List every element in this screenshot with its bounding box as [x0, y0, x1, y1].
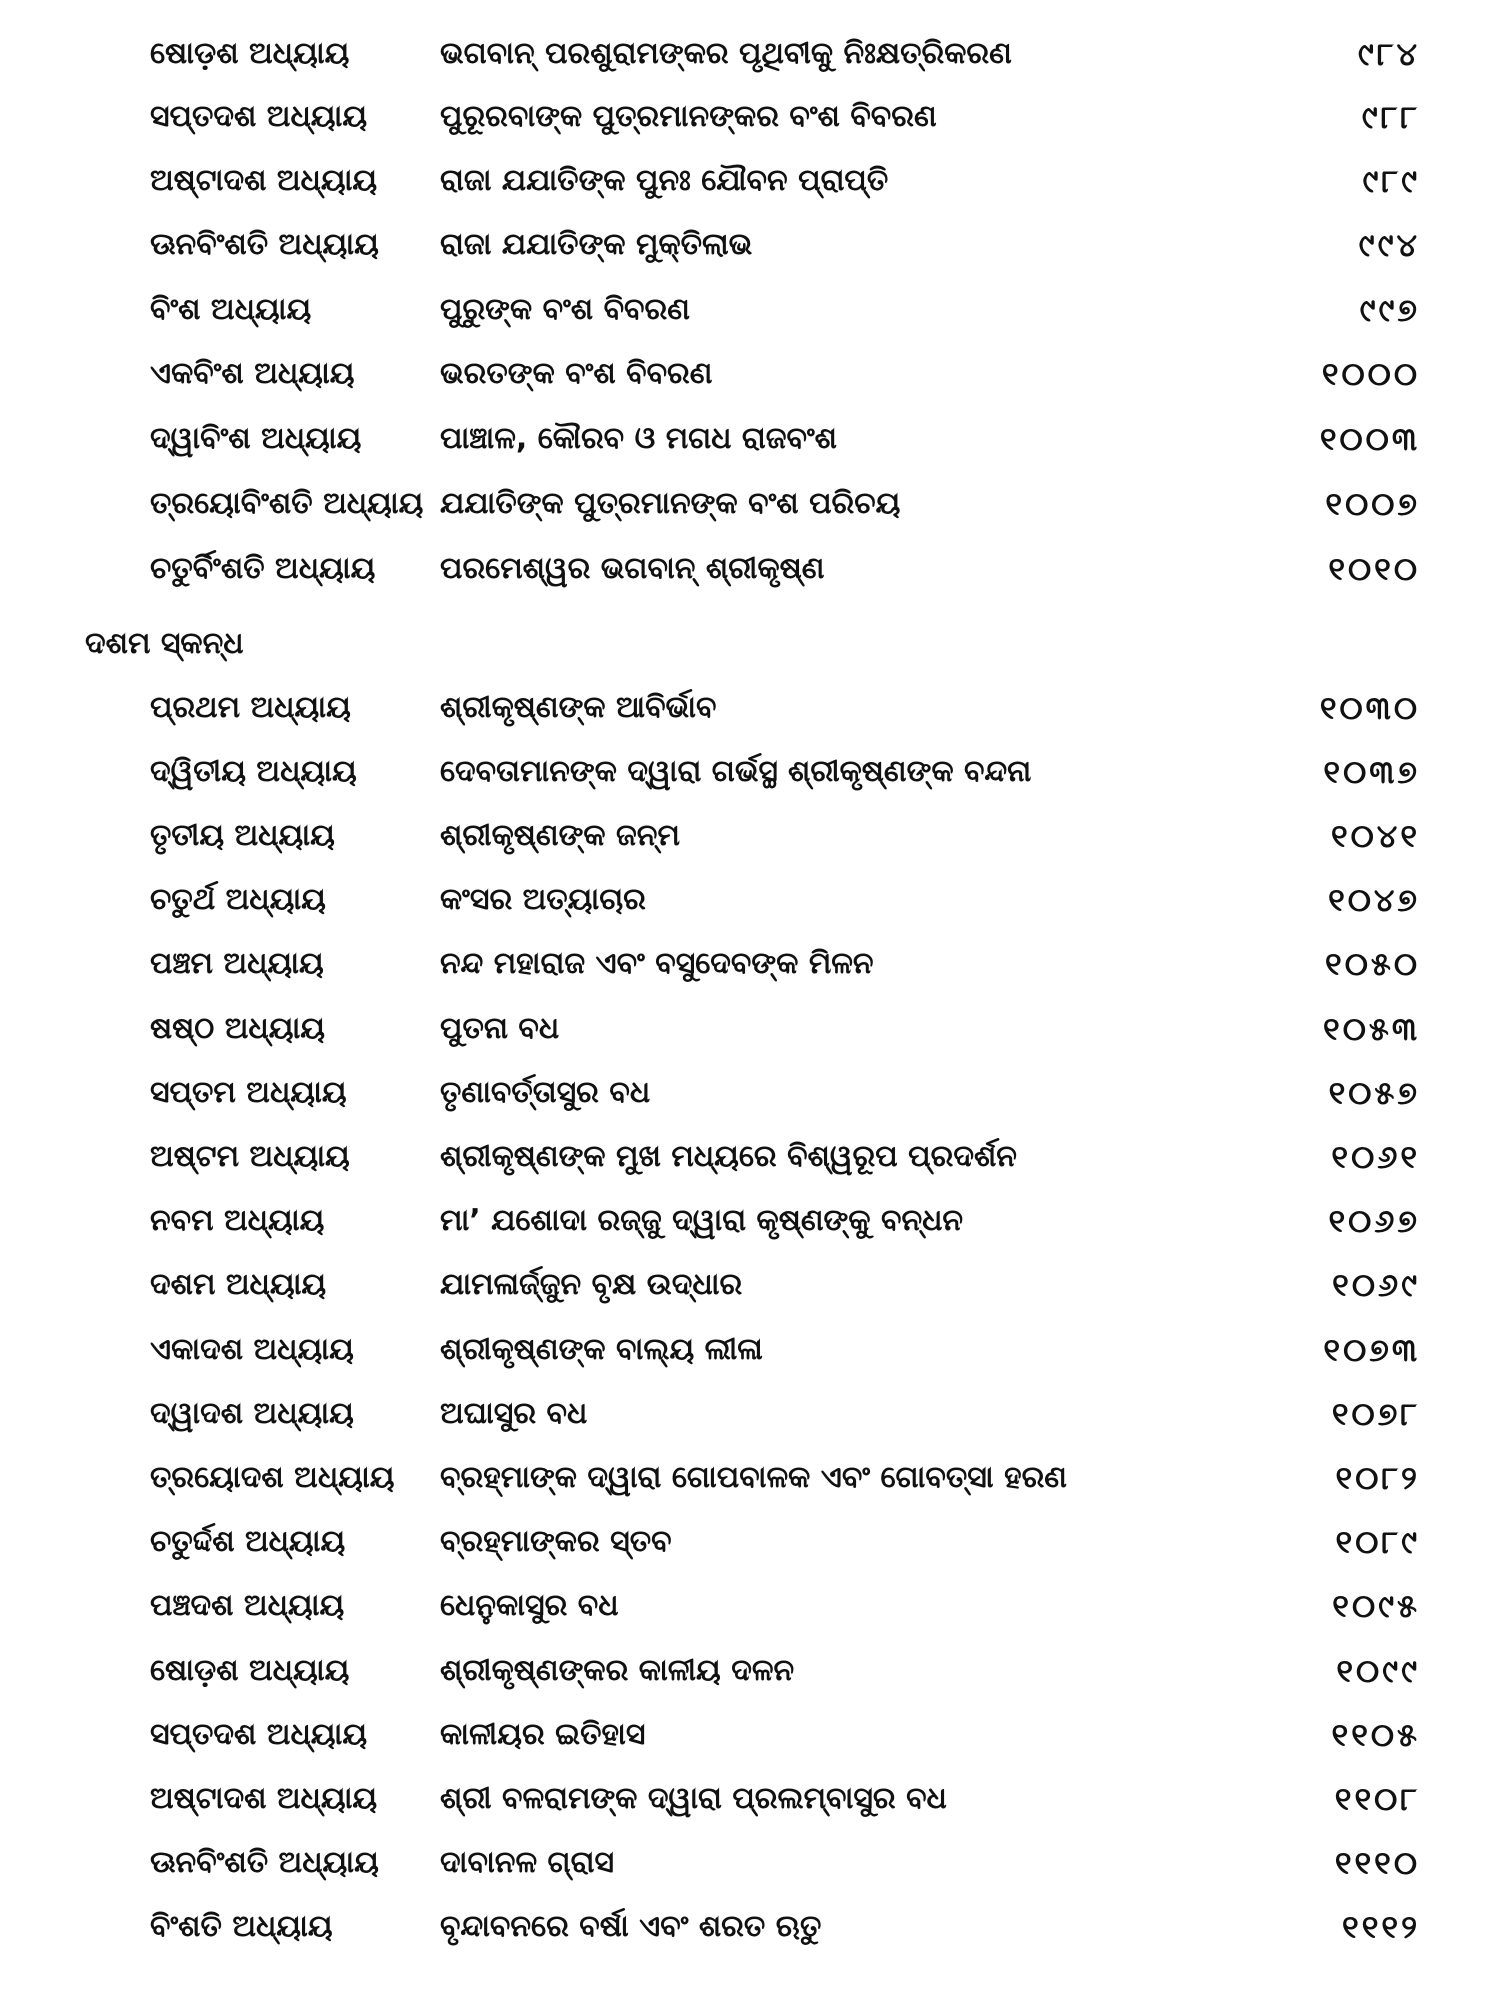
toc-entry: [0, 816, 1500, 876]
chapter-title: ପାଞ୍ଚାଳ, କୌରବ ଓ ମଗଧ ରାଜବଂଶ: [440, 421, 838, 456]
toc-entry: [0, 1330, 1500, 1390]
toc-entry: [0, 1522, 1500, 1582]
page-number: ୧୦୬୯: [1332, 1266, 1420, 1304]
page-number: ୧୦୮୨: [1335, 1459, 1420, 1497]
toc-entry: [0, 752, 1500, 812]
toc-entry: [0, 688, 1500, 748]
chapter-label: ବିଂଶତି ଅଧ୍ୟାୟ: [150, 1909, 333, 1944]
chapter-title: ରାଜା ଯଯାତିଙ୍କ ମୁକ୍ତିଲାଭ: [440, 227, 753, 262]
chapter-label: ଦ୍ୱାବିଂଶ ଅଧ୍ୟାୟ: [150, 421, 362, 456]
chapter-label: ନବମ ଅଧ୍ୟାୟ: [150, 1203, 325, 1238]
toc-entry: [0, 880, 1500, 940]
page-number: ୧୦୫୭: [1328, 1074, 1420, 1112]
toc-entry: [0, 1265, 1500, 1325]
page-number: ୯୮୪: [1357, 35, 1420, 73]
page-number: ୧୦୪୭: [1328, 881, 1420, 919]
chapter-label: ଦ୍ୱିତୀୟ ଅଧ୍ୟାୟ: [150, 754, 357, 789]
chapter-title: ଭରତଙ୍କ ବଂଶ ବିବରଣ: [440, 356, 713, 391]
chapter-label: ପ୍ରଥମ ଅଧ୍ୟାୟ: [150, 690, 351, 725]
page-number: ୧୦୭୮: [1331, 1395, 1420, 1433]
chapter-title: ଦେବତାମାନଙ୍କ ଦ୍ୱାରା ଗର୍ଭସ୍ଥ ଶ୍ରୀକୃଷ୍ଣଙ୍କ ବନ୍ଦନା: [440, 754, 1032, 789]
page-number: ୧୧୦୫: [1331, 1716, 1420, 1754]
section-heading: ଦଶମ ସ୍କନ୍ଧ: [85, 626, 244, 661]
page-number: ୧୦୫୩: [1323, 1010, 1420, 1048]
toc-entry: [0, 1458, 1500, 1518]
chapter-title: ମା’ ଯଶୋଦା ରଜ୍ଜୁ ଦ୍ୱାରା କୃଷ୍ଣଙ୍କୁ ବନ୍ଧନ: [440, 1203, 964, 1238]
page-number: ୧୧୧୨: [1342, 1908, 1420, 1946]
page-number: ୧୦୩୦: [1319, 689, 1420, 727]
toc-entry: [0, 225, 1500, 285]
chapter-title: ରାଜା ଯଯାତିଙ୍କ ପୁନଃ ଯୌବନ ପ୍ରାପ୍ତି: [440, 163, 889, 198]
page-number: ୧୦୭୩: [1323, 1331, 1420, 1369]
toc-entry: [0, 290, 1500, 350]
chapter-label: ଊନବିଂଶତି ଅଧ୍ୟାୟ: [150, 1845, 379, 1880]
chapter-label: ଏକବିଂଶ ଅଧ୍ୟାୟ: [150, 356, 355, 391]
chapter-title: ଦାବାନଳ ଗ୍ରାସ: [440, 1845, 615, 1880]
page-number: ୧୦୦୩: [1319, 420, 1420, 458]
chapter-title: ବ୍ରହ୍ମାଙ୍କ ଦ୍ୱାରା ଗୋପବାଳକ ଏବଂ ଗୋବତ୍ସା ହରଣ: [440, 1460, 1067, 1495]
chapter-label: ବିଂଶ ଅଧ୍ୟାୟ: [150, 292, 312, 327]
toc-entry: [0, 484, 1500, 544]
toc-entry: [0, 97, 1500, 157]
toc-entry: [0, 1907, 1500, 1967]
chapter-title: ଶ୍ରୀକୃଷ୍ଣଙ୍କ ଜନ୍ମ: [440, 818, 680, 853]
chapter-title: ତୃଣାବର୍ତ୍ତାସୁର ବଧ: [440, 1075, 651, 1110]
chapter-label: ଦ୍ୱାଦଶ ଅଧ୍ୟାୟ: [150, 1396, 354, 1431]
chapter-title: ନନ୍ଦ ମହାରାଜ ଏବଂ ବସୁଦେବଙ୍କ ମିଳନ: [440, 946, 874, 981]
toc-entry: [0, 1009, 1500, 1069]
page-number: ୧୦୧୦: [1328, 550, 1420, 588]
toc-entry: [0, 1715, 1500, 1775]
chapter-title: ଯାମଳାର୍ଜ୍ଜୁନ ବୃକ୍ଷ ଉଦ୍ଧାର: [440, 1267, 743, 1302]
chapter-title: କଂସର ଅତ୍ୟାଚାର: [440, 882, 646, 917]
chapter-title: କାଳୀୟର ଇତିହାସ: [440, 1717, 646, 1752]
toc-entry: [0, 944, 1500, 1004]
chapter-label: ପଞ୍ଚମ ଅଧ୍ୟାୟ: [150, 946, 324, 981]
chapter-title: ବୃନ୍ଦାବନରେ ବର୍ଷା ଏବଂ ଶରତ ଋତୁ: [440, 1909, 822, 1944]
chapter-label: ଅଷ୍ଟାଦଶ ଅଧ୍ୟାୟ: [150, 1781, 378, 1816]
page-number: ୧୦୫୦: [1325, 945, 1420, 983]
chapter-title: ପୁରୂରବାଙ୍କ ପୁତ୍ରମାନଙ୍କର ବଂଶ ବିବରଣ: [440, 99, 937, 134]
page-number: ୧୦୦୦: [1321, 355, 1420, 393]
toc-entry: [0, 1394, 1500, 1454]
chapter-title: ଅଘାସୁର ବଧ: [440, 1396, 588, 1431]
toc-entry: [0, 1779, 1500, 1839]
page-number: ୧୧୦୮: [1334, 1780, 1420, 1818]
toc-entry: [0, 1137, 1500, 1197]
page-number: ୧୦୯୯: [1336, 1652, 1420, 1690]
chapter-title: ଧେନୁକାସୁର ବଧ: [440, 1588, 619, 1623]
chapter-label: ପଞ୍ଚଦଶ ଅଧ୍ୟାୟ: [150, 1588, 345, 1623]
toc-entry: [0, 1201, 1500, 1261]
chapter-label: ଚତୁର୍ଦ୍ଦଶ ଅଧ୍ୟାୟ: [150, 1524, 346, 1559]
page-number: ୧୧୧୦: [1334, 1844, 1420, 1882]
chapter-title: ଶ୍ରୀକୃଷ୍ଣଙ୍କ ମୁଖ ମଧ୍ୟରେ ବିଶ୍ୱରୂପ ପ୍ରଦର୍ଶନ: [440, 1139, 1017, 1174]
chapter-label: ଚତୁର୍ବିଂଶତି ଅଧ୍ୟାୟ: [150, 551, 376, 586]
chapter-label: ଷୋଡ଼ଶ ଅଧ୍ୟାୟ: [150, 36, 350, 71]
chapter-label: ଅଷ୍ଟମ ଅଧ୍ୟାୟ: [150, 1139, 350, 1174]
chapter-label: ସପ୍ତଦଶ ଅଧ୍ୟାୟ: [150, 1717, 368, 1752]
chapter-label: ଷଷ୍ଠ ଅଧ୍ୟାୟ: [150, 1011, 326, 1046]
page-number: ୯୮୯: [1362, 162, 1420, 200]
page-number: ୧୦୬୭: [1328, 1202, 1420, 1240]
page-number: ୯୮୮: [1361, 98, 1420, 136]
chapter-title: ଶ୍ରୀକୃଷ୍ଣଙ୍କ ଆବିର୍ଭାବ: [440, 690, 717, 725]
toc-entry: [0, 549, 1500, 609]
chapter-label: ଏକାଦଶ ଅଧ୍ୟାୟ: [150, 1332, 354, 1367]
chapter-label: ଊନବିଂଶତି ଅଧ୍ୟାୟ: [150, 227, 379, 262]
chapter-title: ପୁତନା ବଧ: [440, 1011, 560, 1046]
chapter-label: ଚତୁର୍ଥ ଅଧ୍ୟାୟ: [150, 882, 326, 917]
page-number: ୧୦୦୭: [1325, 485, 1420, 523]
chapter-title: ଯଯାତିଙ୍କ ପୁତ୍ରମାନଙ୍କ ବଂଶ ପରିଚୟ: [440, 486, 901, 521]
page-number: ୧୦୮୯: [1335, 1523, 1420, 1561]
toc-entry: [0, 161, 1500, 221]
toc-entry: [0, 1586, 1500, 1646]
chapter-label: ସପ୍ତଦଶ ଅଧ୍ୟାୟ: [150, 99, 368, 134]
chapter-title: ଭଗବାନ୍ ପରଶୁରାମଙ୍କର ପୃଥିବୀକୁ ନିଃକ୍ଷତ୍ରିକରଣ: [440, 36, 1012, 71]
chapter-label: ସପ୍ତମ ଅଧ୍ୟାୟ: [150, 1075, 347, 1110]
page-number: ୧୦୯୫: [1332, 1587, 1420, 1625]
chapter-label: ଅଷ୍ଟାଦଶ ଅଧ୍ୟାୟ: [150, 163, 378, 198]
toc-entry: [0, 34, 1500, 94]
chapter-label: ତ୍ରୟୋବିଂଶତି ଅଧ୍ୟାୟ: [150, 486, 424, 521]
chapter-title: ପୁରୁଙ୍କ ବଂଶ ବିବରଣ: [440, 292, 690, 327]
page-number: ୯୯୪: [1358, 226, 1420, 264]
chapter-label: ତ୍ରୟୋଦଶ ଅଧ୍ୟାୟ: [150, 1460, 395, 1495]
chapter-title: ବ୍ରହ୍ମାଙ୍କର ସ୍ତବ: [440, 1524, 672, 1559]
chapter-label: ଷୋଡ଼ଶ ଅଧ୍ୟାୟ: [150, 1653, 350, 1688]
chapter-title: ଶ୍ରୀ ବଳରାମଙ୍କ ଦ୍ୱାରା ପ୍ରଲମ୍ବାସୁର ବଧ: [440, 1781, 947, 1816]
chapter-label: ତୃତୀୟ ଅଧ୍ୟାୟ: [150, 818, 335, 853]
page-number: ୧୦୩୭: [1323, 753, 1420, 791]
page-number: ୧୦୪୧: [1330, 817, 1420, 855]
chapter-title: ପରମେଶ୍ୱର ଭଗବାନ୍ ଶ୍ରୀକୃଷ୍ଣ: [440, 551, 825, 586]
page-number: ୯୯୭: [1359, 291, 1420, 329]
toc-entry: [0, 354, 1500, 414]
chapter-title: ଶ୍ରୀକୃଷ୍ଣଙ୍କର କାଳୀୟ ଦଳନ: [440, 1653, 795, 1688]
toc-entry: [0, 1843, 1500, 1903]
toc-entry: [0, 1651, 1500, 1711]
page-number: ୧୦୬୧: [1331, 1138, 1420, 1176]
chapter-title: ଶ୍ରୀକୃଷ୍ଣଙ୍କ ବାଲ୍ୟ ଲୀଳା: [440, 1332, 763, 1367]
toc-entry: [0, 419, 1500, 479]
chapter-label: ଦଶମ ଅଧ୍ୟାୟ: [150, 1267, 327, 1302]
toc-entry: [0, 1073, 1500, 1133]
